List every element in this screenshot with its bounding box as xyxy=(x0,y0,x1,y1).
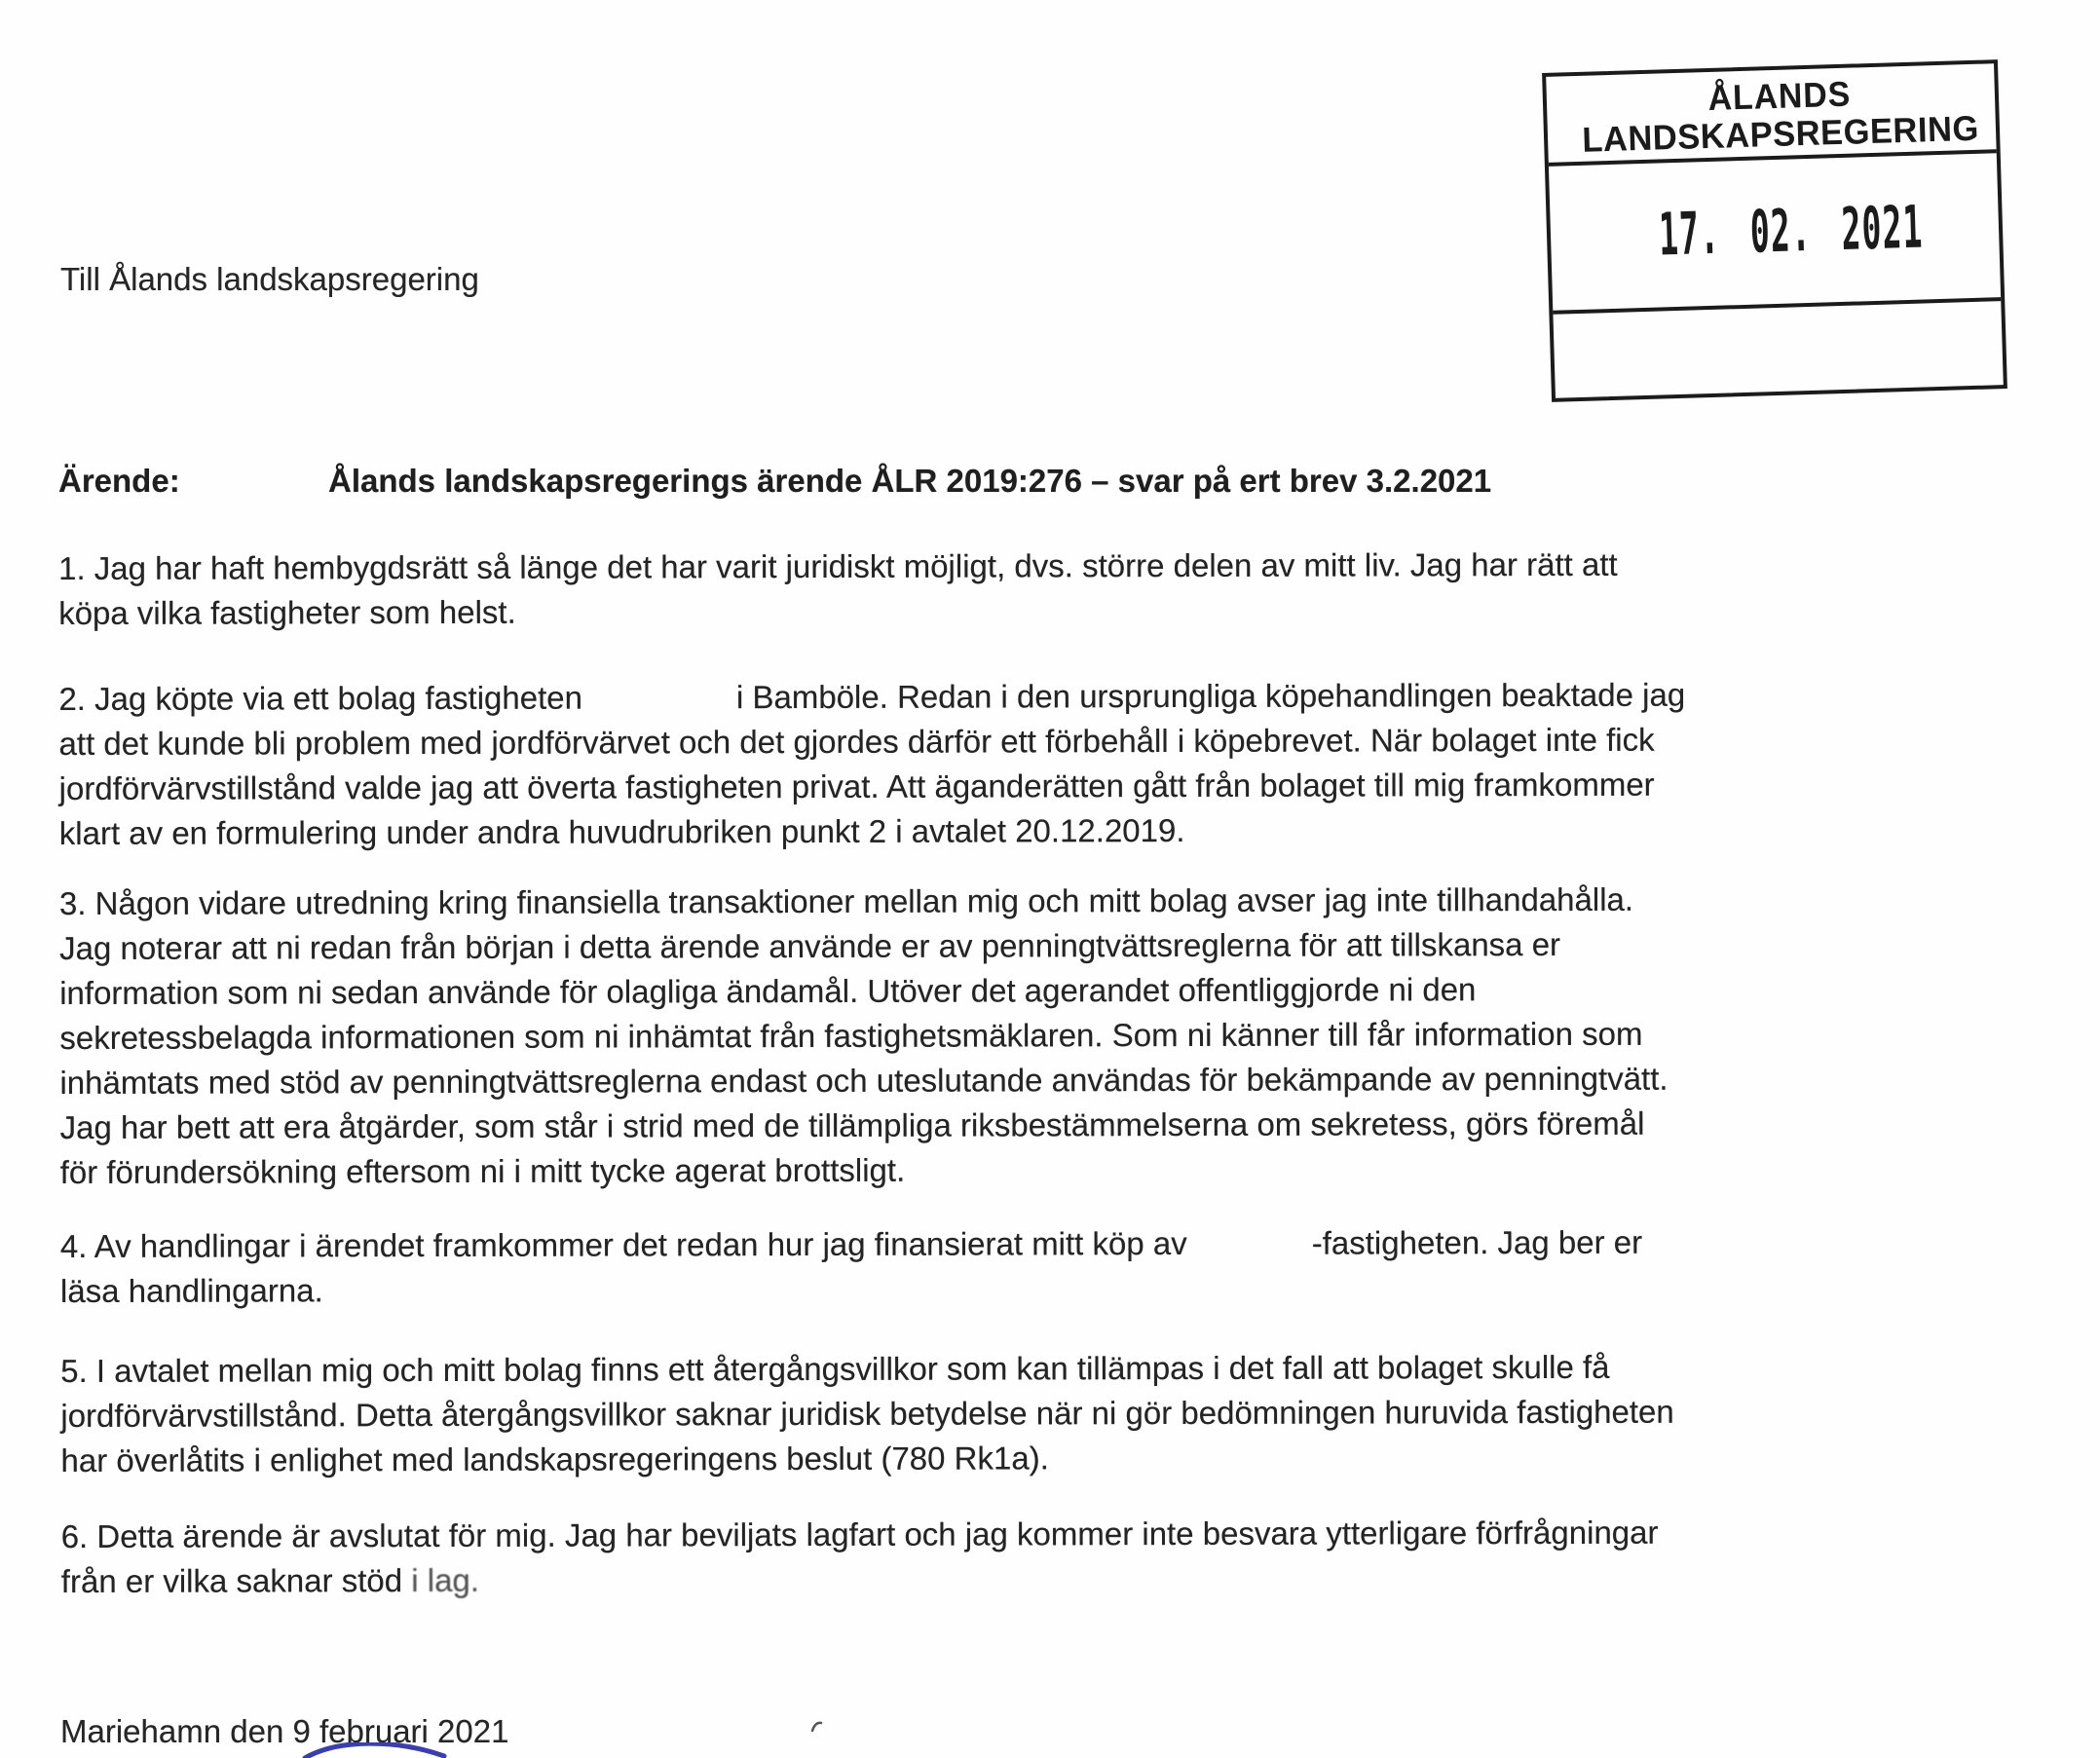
stamp-header xyxy=(1546,63,1997,167)
text-line xyxy=(58,673,1685,722)
text-segment: 3. Någon vidare utredning kring finansiella transaktioner mellan mig och mitt bolag avser jag inte tillhandahålla. xyxy=(58,880,1634,921)
subject-row xyxy=(58,463,1491,500)
registry-date-stamp xyxy=(1542,59,2007,402)
text-line xyxy=(60,1220,1687,1269)
text-line xyxy=(60,1265,1687,1314)
text-segment: köpa vilka fastigheter som helst. xyxy=(58,593,516,631)
subject-text: Ålands landskapsregerings ärende ÅLR 2019:276 – svar på ert brev 3.2.2021 xyxy=(328,463,1492,499)
signature-pen-stroke-path xyxy=(305,1743,444,1758)
text-segment: jordförvärvstillstånd valde jag att överta fastigheten privat. Att äganderätten gått från bolaget till mig framkommer xyxy=(58,766,1655,806)
text-segment: -fastigheten. Jag ber er xyxy=(1311,1223,1643,1261)
text-line xyxy=(59,763,1686,811)
subject-label: Ärende: xyxy=(58,463,180,499)
text-line xyxy=(60,1146,1687,1195)
redacted-blank xyxy=(582,707,736,708)
text-segment: i lag. xyxy=(411,1561,480,1599)
signature-pen-stroke xyxy=(302,1742,448,1758)
text-segment: sekretessbelagda informationen som ni inhämtat från fastighetsmäklaren. Som ni känner till får information som xyxy=(59,1015,1643,1056)
scan-artifact-mark xyxy=(809,1718,825,1734)
text-line xyxy=(60,1102,1687,1150)
text-segment: för förundersökning eftersom ni i mitt tycke agerat brottsligt. xyxy=(59,1151,906,1190)
text-segment: 4. Av handlingar i ärendet framkommer det redan hur jag finansierat mitt köp av xyxy=(59,1224,1187,1264)
text-line xyxy=(59,878,1686,926)
stamp-date: 17. 02. 2021 xyxy=(1658,193,1925,270)
recipient-line: Till Ålands landskapsregering xyxy=(60,261,479,297)
stamp-empty-row xyxy=(1553,301,2003,391)
text-segment: Jag har bett att era åtgärder, som står i strid med de tillämpliga riksbestämmelserna om sekretess, görs föremål xyxy=(59,1104,1645,1145)
paragraph xyxy=(60,1345,1687,1483)
text-line xyxy=(60,1345,1687,1394)
text-line xyxy=(61,1555,1688,1604)
scan-artifact-path xyxy=(812,1723,821,1731)
text-segment: Jag noterar att ni redan från början i detta ärende använde er av penningtvättsreglerna för att tillskansa er xyxy=(59,925,1561,966)
paragraph xyxy=(59,878,1687,1195)
stamp-org-line2: LANDSKAPSREGERING xyxy=(1581,107,1980,160)
text-segment: i Bamböle. Redan i den ursprungliga köpehandlingen beaktade jag xyxy=(735,676,1686,716)
text-line xyxy=(59,807,1686,856)
redacted-blank xyxy=(1187,1253,1312,1254)
paragraph xyxy=(58,542,1685,636)
text-line xyxy=(58,542,1685,591)
text-segment: 6. Detta ärende är avslutat för mig. Jag har beviljats lagfart och jag kommer inte besvara ytterligare förfrågningar xyxy=(60,1514,1659,1554)
text-line xyxy=(58,718,1685,767)
text-segment: jordförvärvstillstånd. Detta återgångsvillkor saknar juridisk betydelse när ni gör bedömningen huruvida fastigheten xyxy=(60,1393,1674,1434)
text-segment: 1. Jag har haft hembygdsrätt så länge det har varit juridiskt möjligt, dvs. större delen av mitt liv. Jag har rätt att xyxy=(58,545,1618,586)
text-segment: klart av en formulering under andra huvudrubriken punkt 2 i avtalet 20.12.2019. xyxy=(58,811,1185,851)
text-segment: att det kunde bli problem med jordförvärvet och det gjordes därför ett förbehåll i köpebrevet. När bolaget inte fick xyxy=(58,721,1655,762)
text-line xyxy=(61,1511,1688,1559)
stamp-date-section xyxy=(1549,153,2001,315)
paragraph xyxy=(60,1220,1687,1314)
text-segment: information som ni sedan använde för olagliga ändamål. Utöver det agerandet offentliggjorde ni den xyxy=(59,971,1477,1011)
text-line xyxy=(60,1390,1687,1439)
stamp-org-line1: ÅLANDS xyxy=(1706,73,1852,118)
text-segment: från er vilka saknar stöd xyxy=(60,1562,412,1599)
paragraph xyxy=(61,1511,1688,1604)
text-line xyxy=(59,922,1686,971)
text-segment: 2. Jag köpte via ett bolag fastigheten xyxy=(58,679,583,717)
text-segment: 5. I avtalet mellan mig och mitt bolag finns ett återgångsvillkor som kan tillämpas i det fall att bolaget skulle få xyxy=(60,1348,1610,1389)
text-line xyxy=(59,1012,1686,1061)
letter-body xyxy=(58,542,1688,1604)
text-segment: läsa handlingarna. xyxy=(59,1272,323,1309)
text-segment: har överlåtits i enlighet med landskapsregeringens beslut (780 Rk1a). xyxy=(60,1440,1049,1478)
dateline: Mariehamn den 9 februari 2021 xyxy=(60,1713,509,1749)
text-line xyxy=(59,967,1686,1016)
paragraph xyxy=(58,673,1685,856)
text-line xyxy=(59,1057,1686,1105)
text-segment: inhämtats med stöd av penningtvättsreglerna endast och uteslutande användas för bekämpande av penningtvätt. xyxy=(59,1060,1669,1101)
text-line xyxy=(58,587,1685,636)
text-line xyxy=(60,1435,1687,1483)
